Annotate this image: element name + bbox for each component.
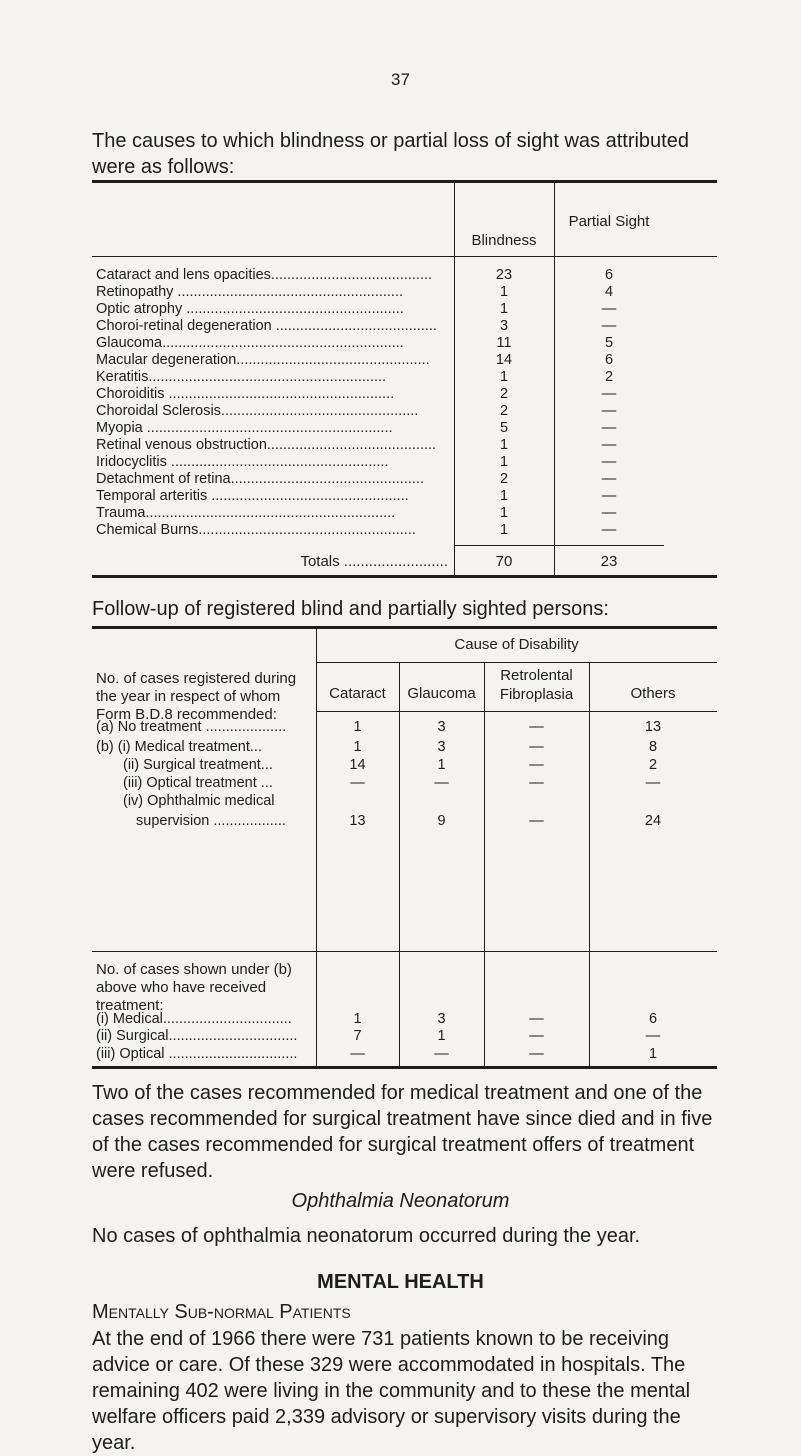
cell-others: 2 [648,757,658,773]
partial-sight-count: — [601,437,617,453]
partial-sight-count: — [601,522,617,538]
followup-row-label: (ii) Surgical................................ [96,1028,298,1044]
partial-sight-count: — [601,454,617,470]
followup-row-label: (iii) Optical treatment ... [123,775,273,791]
causes-table [92,180,717,578]
table-rule [92,626,717,629]
followup-row-label: (ii) Surgical treatment... [123,757,273,773]
cell-retrolental: — [529,757,544,773]
followup-row-label: (iv) Ophthalmic medical [123,793,275,809]
partial-sight-count: — [601,386,617,402]
blindness-count: 1 [499,522,509,538]
table-rule [316,662,717,663]
blindness-count: 1 [499,454,509,470]
cell-cataract: 13 [349,813,366,829]
followup-table [92,626,717,1069]
subnormal-heading: Mentally Sub-normal Patients [92,1301,351,1323]
cell-glaucoma: — [434,775,449,791]
partial-sight-count: 6 [604,352,614,368]
mental-health-heading: MENTAL HEALTH [317,1271,484,1293]
blindness-count: 23 [495,267,513,283]
cell-retrolental: — [529,719,544,735]
cause-label: Retinal venous obstruction.......................................... [96,438,437,453]
followup-row-label: (a) No treatment .................... [96,719,287,735]
cause-label: Cataract and lens opacities........................................ [96,268,433,283]
blindness-count: 5 [499,420,509,436]
cell-others: — [645,1028,661,1044]
cell-glaucoma: 9 [437,813,446,829]
cause-label: Iridocyclitis ...................................................... [96,455,389,470]
totals-partial: 23 [600,553,618,570]
cell-cataract: 7 [353,1028,362,1044]
page-number: 37 [391,70,410,89]
followup-row-label: (iii) Optical ................................ [96,1046,298,1062]
cell-cataract: 1 [353,719,362,735]
cell-others: 6 [648,1011,658,1027]
followup-heading: Follow-up of registered blind and partially sighted persons: [92,598,609,620]
table-rule [92,575,717,578]
table-rule [92,1066,717,1069]
cell-others: 24 [644,813,662,829]
para-deaths-refusals: Two of the cases recommended for medical treatment and one of the cases recommended for surgical treatment have since died and in five of the cases recommended for surgical treatment offers of treatment were refused. [92,1082,713,1182]
col-others: Others [630,685,676,702]
cause-label: Detachment of retina................................................ [96,472,424,487]
partial-sight-count: — [601,318,617,334]
cell-others: 8 [648,739,658,755]
blindness-count: 2 [499,403,509,419]
cell-others: 13 [644,719,662,735]
cell-glaucoma: 3 [437,719,446,735]
blindness-count: 1 [499,437,509,453]
cell-retrolental: — [529,739,544,755]
cause-label: Temporal arteritis ................................................. [96,489,409,504]
table-rule [92,180,717,183]
intro-paragraph: The causes to which blindness or partial loss of sight was attributed were as follows: [92,130,689,178]
header-blindness: Blindness [471,232,537,249]
cause-label: Glaucoma............................................................ [96,336,404,351]
col-retrolental: Retrolental Fibroplasia [499,667,574,703]
cause-label: Optic atrophy ...................................................... [96,302,404,317]
cell-glaucoma: — [434,1046,449,1062]
blindness-count: 1 [499,301,509,317]
ophthalmia-text: No cases of ophthalmia neonatorum occurred during the year. [92,1225,641,1247]
cause-label: Chemical Burns...................................................... [96,523,416,538]
cell-others: — [645,775,661,791]
header-partial-sight: Partial Sight [568,213,650,230]
cell-glaucoma: 1 [437,757,446,773]
cell-others: 1 [648,1046,658,1062]
subnormal-text: At the end of 1966 there were 731 patients known to be receiving advice or care. Of these 329 were accommodated in hospitals. The remaining 402 were living in the community and to these the mental welfare officers paid 2,339 advisory or supervisory visits during the year. [92,1328,691,1454]
followup-row-label: supervision .................. [136,813,286,829]
cell-cataract: 1 [353,739,362,755]
partial-sight-count: 5 [604,335,614,351]
partial-sight-count: 2 [604,369,614,385]
partial-sight-count: 4 [604,284,614,300]
blindness-count: 14 [495,352,513,368]
cause-label: Macular degeneration................................................ [96,353,430,368]
cause-label: Choroidal Sclerosis................................................. [96,404,419,419]
cause-label: Myopia ............................................................. [96,421,393,436]
cause-label: Trauma.............................................................. [96,506,396,521]
cell-cataract: — [350,1046,365,1062]
cell-cataract: 1 [353,1011,362,1027]
blindness-count: 1 [499,488,509,504]
cause-label: Choroi-retinal degeneration ........................................ [96,319,437,334]
partial-sight-count: — [601,301,617,317]
blindness-count: 3 [499,318,509,334]
blindness-count: 2 [499,386,509,402]
col-cataract: Cataract [329,685,386,702]
cell-cataract: — [350,775,365,791]
totals-label: Totals ......................... [300,553,448,570]
partial-sight-count: — [601,420,617,436]
blindness-count: 1 [499,369,509,385]
ophthalmia-heading: Ophthalmia Neonatorum [291,1190,510,1212]
followup-row-label: (i) Medical................................ [96,1011,292,1027]
partial-sight-count: — [601,505,617,521]
section2-description: No. of cases shown under (b) above who have received treatment: [96,961,292,1014]
partial-sight-count: — [601,488,617,504]
partial-sight-count: — [601,471,617,487]
partial-sight-count: 6 [604,267,614,283]
partial-sight-count: — [601,403,617,419]
cell-glaucoma: 3 [437,739,446,755]
col-glaucoma: Glaucoma [407,685,476,702]
cell-retrolental: — [529,775,544,791]
totals-rule [454,545,554,546]
totals-blindness: 70 [495,553,513,570]
blindness-count: 2 [499,471,509,487]
cell-retrolental: — [529,813,544,829]
section1-description: No. of cases registered during the year in respect of whom Form B.D.8 recommended: [96,670,297,723]
cause-label: Retinopathy ........................................................ [96,285,404,300]
totals-rule [554,545,664,546]
cause-label: Keratitis........................................................... [96,370,387,385]
cause-label: Choroiditis ........................................................ [96,387,395,402]
cause-of-disability-caption: Cause of Disability [454,636,579,653]
followup-row-label: (b) (i) Medical treatment... [96,739,262,755]
blindness-count: 1 [499,505,509,521]
blindness-count: 1 [499,284,509,300]
table-rule [92,256,717,257]
cell-cataract: 14 [349,757,366,773]
table-rule [316,711,717,712]
cell-retrolental: — [529,1028,544,1044]
cell-glaucoma: 3 [437,1011,446,1027]
cell-retrolental: — [529,1046,544,1062]
cell-retrolental: — [529,1011,544,1027]
cell-glaucoma: 1 [437,1028,446,1044]
blindness-count: 11 [496,335,512,351]
table-rule [92,951,717,952]
